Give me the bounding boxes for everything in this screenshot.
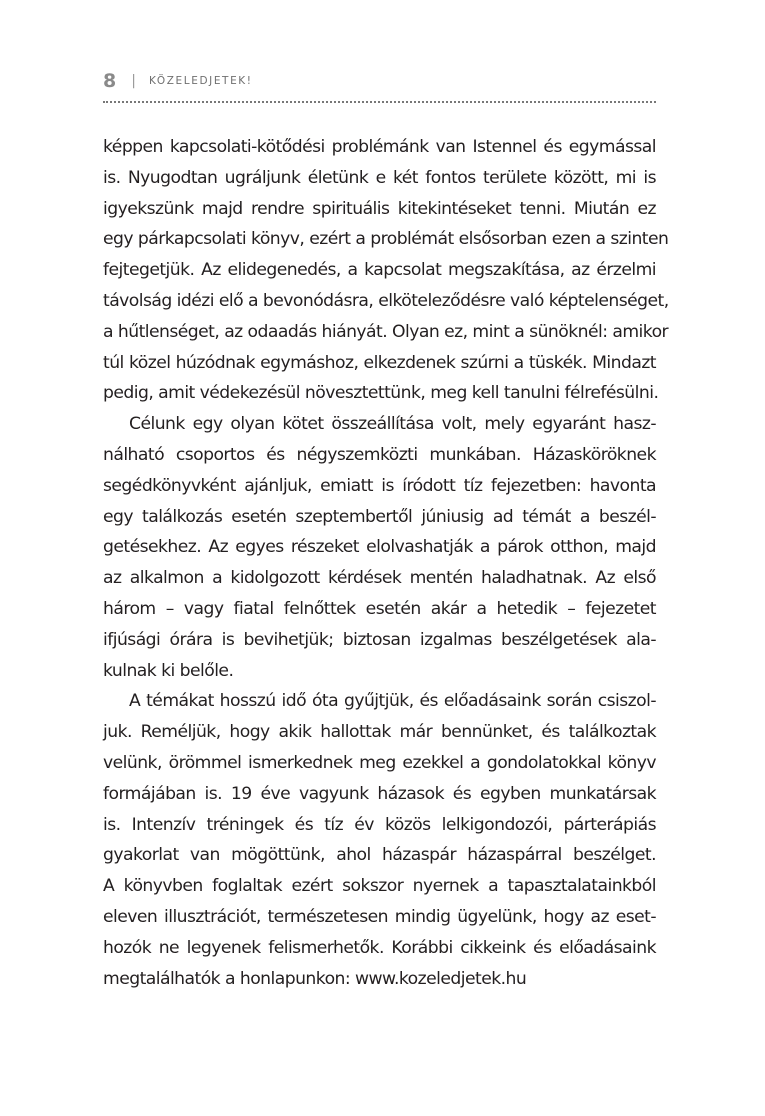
text-line: az alkalmon a kidolgozott kérdések mentén haladhatnak. Az első bbox=[103, 568, 656, 589]
text-line: megtalálhatók a honlapunkon: www.kozeledjetek.hu bbox=[103, 968, 527, 989]
text-line: is. Nyugodtan ugráljunk életünk e két fontos területe között, mi is bbox=[103, 167, 656, 188]
text-line: juk. Reméljük, hogy akik hallottak már bennünket, és találkoztak bbox=[103, 722, 656, 743]
header-separator: | bbox=[131, 73, 136, 89]
paragraph-1 bbox=[103, 132, 669, 409]
text-line: három – vagy fiatal felnőttek esetén akár a hetedik – fejezetet bbox=[103, 598, 656, 619]
text-line: eleven illusztrációt, természetesen mindig ügyelünk, hogy az eset- bbox=[103, 906, 656, 927]
text-line: fejtegetjük. Az elidegenedés, a kapcsolat megszakítása, az érzelmi bbox=[103, 260, 656, 281]
text-line: távolság idézi elő a bevonódásra, elköteleződésre való képtelenséget, bbox=[103, 290, 669, 311]
paragraph-3 bbox=[103, 686, 656, 994]
body-text bbox=[103, 132, 669, 994]
text-line: igyekszünk majd rendre spirituális kitekintéseket tenni. Miután ez bbox=[103, 198, 656, 219]
text-line: kulnak ki belőle. bbox=[103, 660, 234, 681]
text-line: egy találkozás esetén szeptembertől júniusig ad témát a beszél- bbox=[103, 506, 656, 527]
text-line: Célunk egy olyan kötet összeállítása volt, mely egyaránt hasz- bbox=[129, 414, 656, 435]
text-line: A könyvben foglaltak ezért sokszor nyernek a tapasztalatainkból bbox=[103, 876, 656, 897]
text-line: gyakorlat van mögöttünk, ahol házaspár házaspárral beszélget. bbox=[103, 845, 656, 866]
text-line: egy párkapcsolati könyv, ezért a problémát elsősorban ezen a szinten bbox=[103, 229, 669, 250]
paragraph-2 bbox=[103, 409, 656, 686]
text-line: a hűtlenséget, az odaadás hiányát. Olyan ez, mint a sünöknél: amikor bbox=[103, 321, 669, 342]
text-line: getésekhez. Az egyes részeket elolvashatják a párok otthon, majd bbox=[103, 537, 656, 558]
text-line: pedig, amit védekezésül növesztettünk, meg kell tanulni félrefésülni. bbox=[103, 383, 659, 404]
text-line: velünk, örömmel ismerkednek meg ezekkel a gondolatokkal könyv bbox=[103, 752, 656, 773]
text-line: ifjúsági órára is bevihetjük; biztosan izgalmas beszélgetések ala- bbox=[103, 629, 656, 650]
text-line: segédkönyvként ajánljuk, emiatt is íródott tíz fejezetben: havonta bbox=[103, 475, 656, 496]
header-dotted-rule bbox=[103, 101, 656, 103]
text-line: A témákat hosszú idő óta gyűjtjük, és előadásaink során csiszol- bbox=[129, 691, 656, 712]
text-line: nálható csoportos és négyszemközti munkában. Házasköröknek bbox=[103, 444, 656, 465]
text-line: hozók ne legyenek felismerhetők. Korábbi cikkeink és előadásaink bbox=[103, 937, 656, 958]
text-line: formájában is. 19 éve vagyunk házasok és egyben munkatársak bbox=[103, 783, 656, 804]
text-line: képpen kapcsolati-kötődési problémánk van Istennel és egymással bbox=[103, 137, 656, 157]
page-header bbox=[103, 70, 656, 92]
page-number: 8 bbox=[103, 70, 117, 92]
text-line: túl közel húzódnak egymáshoz, elkezdenek szúrni a tüskék. Mindazt bbox=[103, 352, 656, 373]
running-title: KÖZELEDJETEK! bbox=[148, 75, 253, 87]
text-line: is. Intenzív tréningek és tíz év közös lelkigondozói, párterápiás bbox=[103, 814, 656, 835]
